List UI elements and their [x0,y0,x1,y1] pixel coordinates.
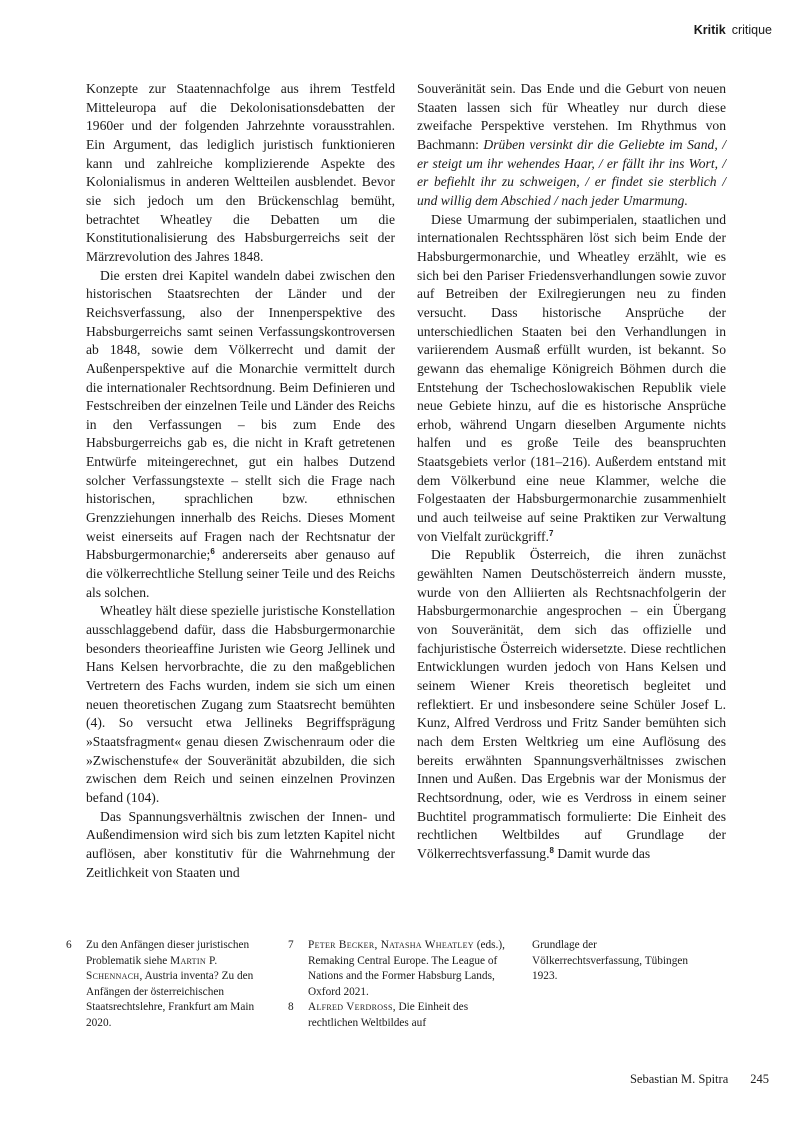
paragraph: Konzepte zur Staatennachfolge aus ihrem Testfeld Mitteleuropa auf die Dekolonisationsdebatten der 1960er und der folgenden Jahrzehnte vorausstrahlen. Ein Argument, das lediglich juristisch funktionieren kann und zahlreiche komplizierende Aspekte des Kolonialismus in anderen Weltteilen ausblendet. Bevor sie sich jedoch um den Brückenschlag bemüht, betrachtet Wheatley die Debatten um die Konstitutionalisierung des Habsburgerreichs seit der Märzrevolution des Jahres 1848. [86,81,395,264]
author-name: Sebastian M. Spitra [629,1072,729,1086]
footnote-8: 8 Alfred Verdross, Die Einheit des rechtlichen Weltbildes auf [288,1001,469,1029]
footnote-8-continued: Grundlage der Völkerrechtsverfassung, Tübingen 1923. [532,939,689,983]
footnote-6: 6 Zu den Anfängen dieser juristischen Problematik siehe Martin P. Schennach, Austria inventa? Zu den Anfängen der österreichischen Staatsrechtslehre, Frankfurt am Main 2020. [66,939,255,1029]
paragraph: Wheatley hält diese spezielle juristische Konstellation ausschlaggebend dafür, dass die Habsburgermonarchie besonders theorieaffine Juristen wie Georg Jellinek und Hans Kelsen hervorbrachte, die zu den maßgeblichen Vertretern des Fachs wurden, indem sie sich um einen neuen theoretischen Zugang zum Staatsrecht bemühten (4). So versucht etwa Jellineks Begriffsprägung »Staatsfragment« genau diesen Zwischenraum oder die »Zwischenstufe« der Souveränität abzubilden, die sich zwischen dem Reich und seinen einzelnen Provinzen befand (104). [86,603,395,805]
paragraph: Diese Umarmung der subimperialen, staatlichen und internationalen Rechtssphären löst sich beim Ende der Habsburgermonarchie, und Wheatley erzählt, wie es sich bei den Pariser Friedensverhandlungen sowie zuvor auf Betreiben der Exilregierungen neu zu finden versucht. Dass historische Ansprüche der unterschiedlichen Staaten bei den Verhandlungen in variierendem Ausmaß erfüllt wurden, ist bekannt. So gewann das ehemalige Königreich Böhmen durch die Entstehung der Tschechoslowakischen Republik viele neue Gebiete hinzu, auf die es historische Ansprüche erhob, während Ungarn dieselben Argumente nichts halfen und es große Teile des beanspruchten Staatsgebiets verlor (181–216). Außerdem entstand mit dem Völkerbund eine neue Klammer, welche die Folgestaaten der Habsburgermonarchie zusammenhielt und auch teilweise auf seine Praktiken zur Verwaltung von Vielfalt zurückgriff.$^7$ [417,211,726,544]
page-number: 245 [750,1072,769,1086]
footnote-ref[interactable]: 7 [548,528,554,538]
paragraph: Souveränität sein. Das Ende und die Geburt von neuen Staaten lassen sich für Wheatley nur durch diese zweifache Perspektive verstehen. Im Rhythmus von Bachmann: Drüben versinkt dir die Geliebte im Sand, / er steigt um ihr wehendes Haar, / er fällt ihr ins Wort, / er befiehlt ihr zu schweigen, / er findet sie sterblich / und willig dem Abschied / nach jeder Umarmung. [417,81,726,208]
paragraph: Die ersten drei Kapitel wandeln dabei zwischen den historischen Staatsrechten der Länder und der Reichsverfassung, also der Innenperspektive des Habsburgerreichs samt seinen Verfassungskontroversen ab 1848, sowie dem Völkerrecht und damit der Außenperspektive auf die Monarchie vermittelt durch die internationaler Rechtsordnung. Beim Definieren und Festschreiben der einzelnen Teile und Länder des Reichs in den Verfassungen – bis zum Ende des Habsburgerreichs gab es, die nicht in Kraft getretenen Entwürfe miteingerechnet, gut ein halbes Dutzend solcher Verfassungstexte – stellt sich die Frage nach historischen, sprachlichen bzw. ethnischen Grenzziehungen innerhalb des Reichs. Dieses Moment weist einerseits auf Fragen nach der Rechtsnatur der Habsburgermonarchie;$^6$ andererseits aber genauso auf die völkerrechtliche Stellung seiner Teile und des Reichs als solchen. [86,267,395,600]
page-footer [630,1072,769,1087]
author-name: Martin P. Schennach [86,954,218,983]
poem-quote: Drüben versinkt dir die Geliebte im Sand, / er steigt um ihr wehendes Haar, / er fällt ihr ins Wort, / er befiehlt ihr zu schweigen, / er findet sie sterblich / und willig dem Abschied / nach jeder Umarmung. [417,136,726,208]
author-name: Alfred Verdross [308,1001,393,1013]
running-header [694,23,772,37]
subsection-label: critique [731,23,772,37]
section-label: Kritik [693,23,726,37]
right-column [417,80,726,864]
paragraph: Das Spannungsverhältnis zwischen der Innen- und Außendimension wird sich bis zum letzten Kapitel nicht auflösen, aber konstitutiv für die Wahrnehmung der Zeitlichkeit von Staaten und [86,808,395,880]
author-name: Peter Becker, Natasha Wheatley [308,939,474,951]
footnote-ref[interactable]: 8 [549,845,554,855]
paragraph: Die Republik Österreich, die ihren zunächst gewählten Namen Deutschösterreich ändern musste, wurde von den Alliierten als Rechtsnachfolgerin der Habsburgermonarchie angesprochen – ein Übergang von Souveränität, dem sich das offizielle und fachjuristische Österreich widersetzte. Diese rechtlichen Entwicklungen wurden jedoch von Hans Kelsen und seinem Wiener Kreis theoretisch begleitet und reflektiert. Er und insbesondere seine Schüler Josef L. Kunz, Alfred Verdross und Fritz Sander bemühten sich nach dem Ersten Weltkrieg um eine Auflösung des bereits erwähnten Spannungsverhältnisses zwischen Innen und Außen. Das Ergebnis war der Monismus der Rechtsordnung, oder, wie es Verdross in einem seiner Buchtitel programmatisch formulierte: Die Einheit des rechtlichen Weltbildes auf Grundlage der Völkerrechtsverfassung.$^8$ Damit wurde das [417,547,726,861]
left-column [86,80,395,882]
footnote-7: 7 Peter Becker, Natasha Wheatley (eds.), Remaking Central Europe. The League of Nations and the Former Habsburg Lands, Oxford 2021. [288,939,505,998]
footnote-ref[interactable]: 6 [210,547,215,557]
